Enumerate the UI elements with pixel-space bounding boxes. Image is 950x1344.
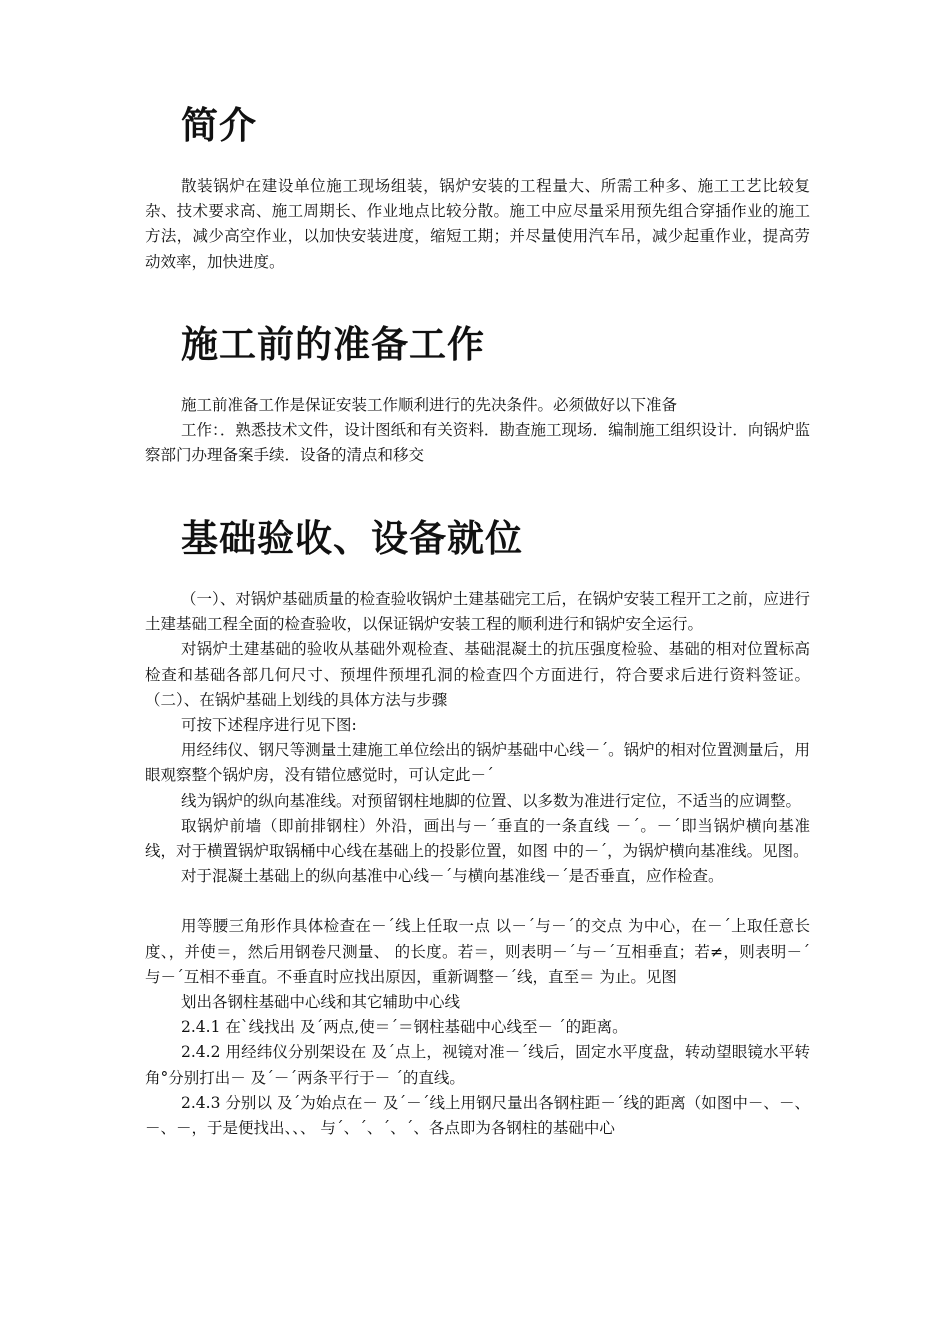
paragraph: 对锅炉土建基础的验收从基础外观检查、基础混凝土的抗压强度检验、基础的相对位置标高检查和基础各部几何尺寸、预埋件预埋孔洞的检查四个方面进行，符合要求后进行资料签证。（二）、在锅炉基础上划线的具体方法与步骤 bbox=[145, 640, 810, 709]
paragraph: 2.4.1 在`线找出 及ˊ两点,使＝ˊ＝钢柱基础中心线至－ ˊ的距离。 bbox=[181, 1018, 628, 1037]
section-heading-foundation: 基础验收、设备就位 bbox=[181, 517, 523, 560]
paragraph: 工作：．熟悉技术文件，设计图纸和有关资料．勘查施工现场．编制施工组织设计．向锅炉监察部门办理备案手续．设备的清点和移交 bbox=[145, 421, 810, 465]
paragraph: 散装锅炉在建设单位施工现场组装，锅炉安装的工程量大、所需工种多、施工工艺比较复杂、技术要求高、施工周期长、作业地点比较分散。施工中应尽量采用预先组合穿插作业的施工方法，减少高空作业，以加快安装进度，缩短工期；并尽量使用汽车吊，减少起重作业，提高劳动效率，加快进度。 bbox=[145, 177, 810, 271]
paragraph: 施工前准备工作是保证安装工作顺利进行的先决条件。必须做好以下准备 bbox=[181, 396, 678, 414]
paragraph: 2.4.3 分别以 及ˊ为始点在－ 及ˊ－ˊ线上用钢尺量出各钢柱距－ˊ线的距离（如图中－、－、－、－，于是便找出、、、 与ˊ、ˊ、ˊ、ˊ、各点即为各钢柱的基础中心 bbox=[145, 1093, 810, 1138]
paragraph: 取锅炉前墙（即前排钢柱）外沿，画出与－ˊ垂直的一条直线 －ˊ。－ˊ即当锅炉横向基准线，对于横置锅炉取锅桶中心线在基础上的投影位置，如图 中的－ˊ，为锅炉横向基准线。见图。 bbox=[145, 816, 810, 861]
paragraph: 可按下述程序进行见下图: bbox=[181, 716, 357, 735]
section-heading-intro: 简介 bbox=[181, 104, 257, 147]
paragraph: （一）、对锅炉基础质量的检查验收锅炉土建基础完工后，在锅炉安装工程开工之前，应进行土建基础工程全面的检查验收，以保证锅炉安装工程的顺利进行和锅炉安全运行。 bbox=[145, 590, 810, 634]
section-body-intro bbox=[145, 174, 810, 275]
section-body-preparation bbox=[145, 393, 810, 469]
paragraph: 用经纬仪、钢尺等测量土建施工单位绘出的锅炉基础中心线－ˊ。锅炉的相对位置测量后，用眼观察整个锅炉房，没有错位感觉时，可认定此－ˊ bbox=[145, 741, 810, 785]
section-heading-preparation: 施工前的准备工作 bbox=[181, 323, 485, 366]
paragraph: 对于混凝土基础上的纵向基准中心线－ˊ与横向基准线－ˊ是否垂直，应作检查。 bbox=[181, 867, 724, 886]
paragraph: 划出各钢柱基础中心线和其它辅助中心线 bbox=[181, 993, 461, 1012]
paragraph: 线为锅炉的纵向基准线。对预留钢柱地脚的位置、以多数为准进行定位，不适当的应调整。 bbox=[181, 791, 802, 810]
paragraph: 2.4.2 用经纬仪分别架设在 及ˊ点上，视镜对准－ˊ线后，固定水平度盘，转动望眼镜水平转角°分别打出－ 及ˊ－ˊ两条平行于－ ˊ的直线。 bbox=[145, 1043, 810, 1087]
paragraph: 用等腰三角形作具体检查在－ˊ线上任取一点 以－ˊ与－ˊ的交点 为中心，在－ˊ上取任意长度、，并使＝，然后用钢卷尺测量、 的长度。若＝，则表明－ˊ与－ˊ互相垂直；若≠，则表明－ˊ与－ˊ互相不垂直。不垂直时应找出原因，重新调整－ˊ线，直至＝ 为止。见图 bbox=[145, 917, 810, 986]
section-body-foundation bbox=[145, 587, 810, 1141]
